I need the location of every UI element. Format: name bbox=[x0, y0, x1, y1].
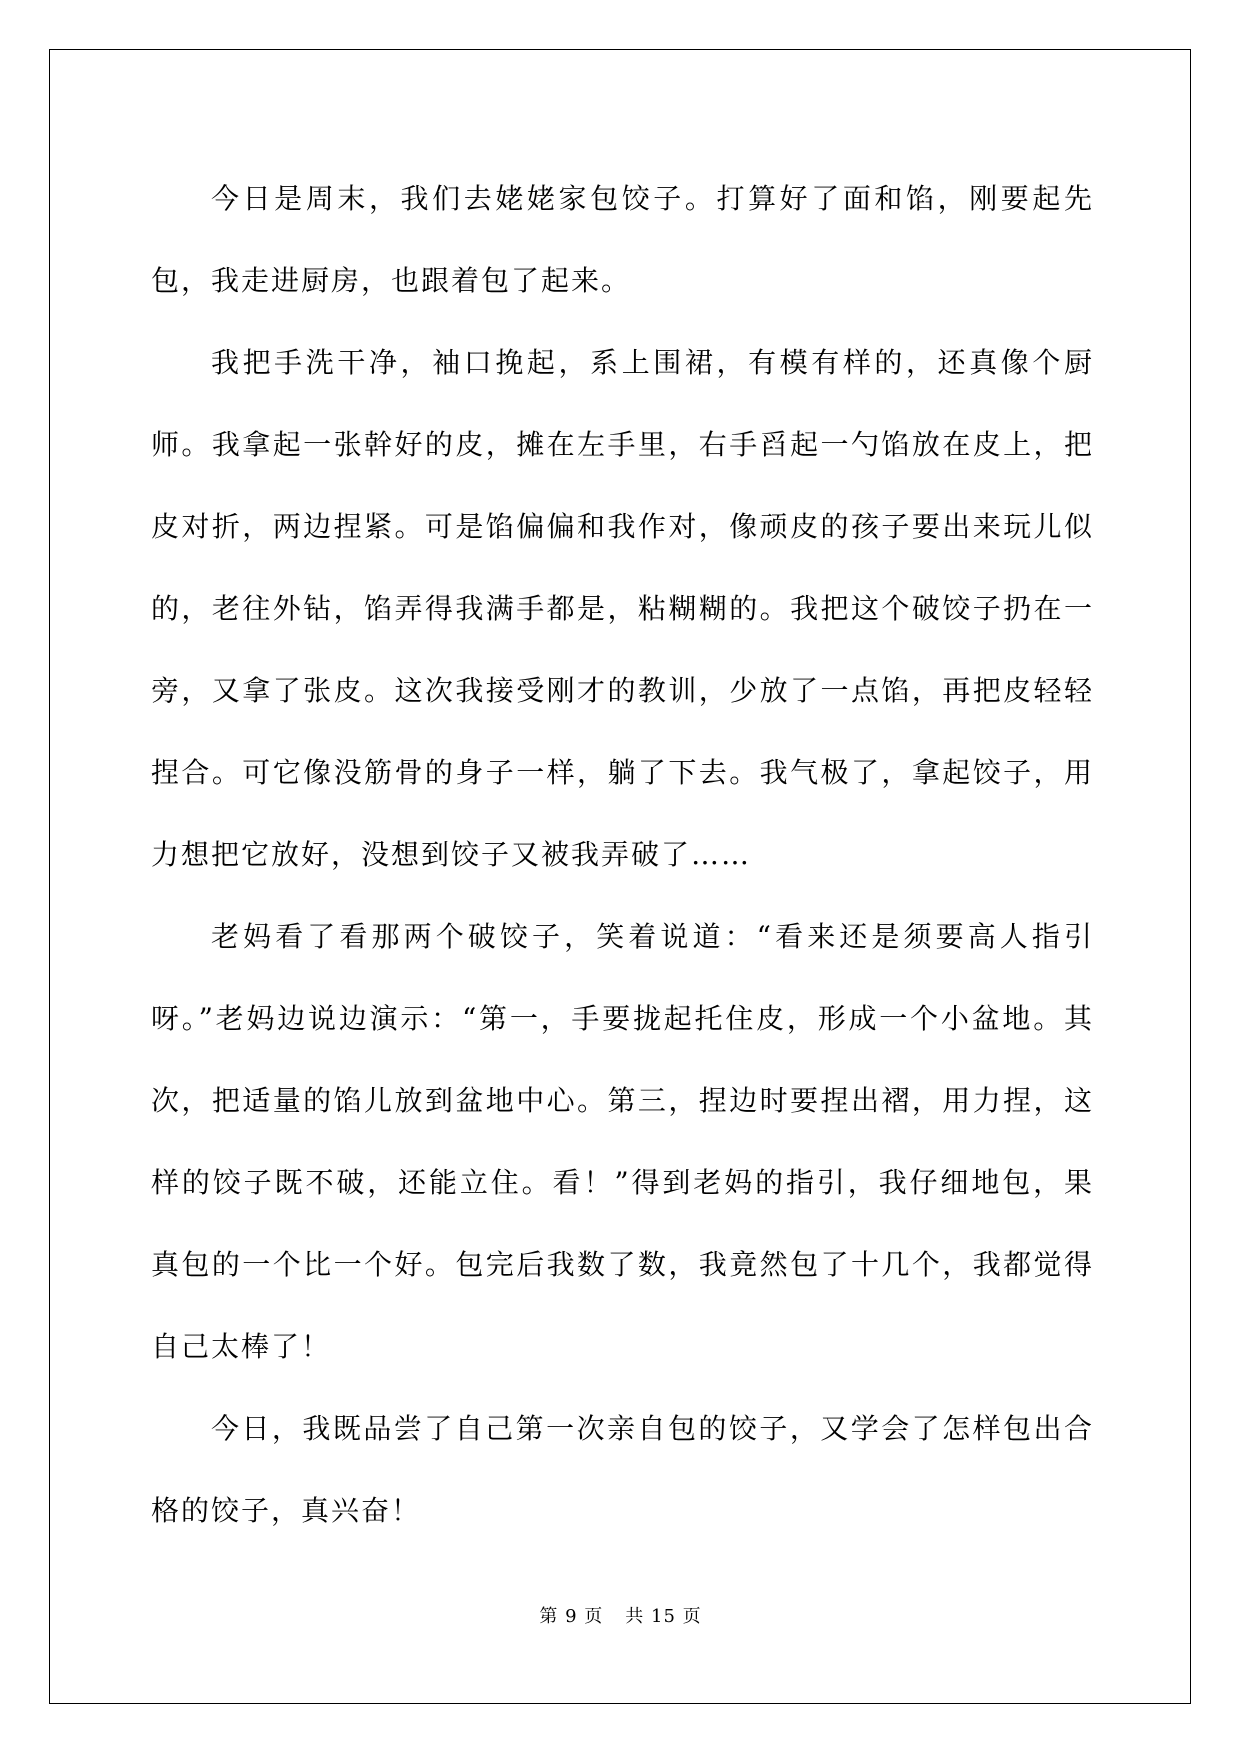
paragraph-2: 我把手洗干净，袖口挽起，系上围裙，有模有样的，还真像个厨师。我拿起一张幹好的皮，摊在左手里，右手舀起一勺馅放在皮上，把皮对折，两边捏紧。可是馅偏偏和我作对，像顽皮的孩子要出来玩儿似的，老往外钻，馅弄得我满手都是，粘糊糊的。我把这个破饺子扔在一旁，又拿了张皮。这次我接受刚才的教训，少放了一点馅，再把皮轻轻捏合。可它像没筋骨的身子一样，躺了下去。我气极了，拿起饺子，用力想把它放好，没想到饺子又被我弄破了…… bbox=[151, 346, 1094, 871]
paragraph-4: 今日，我既品尝了自己第一次亲自包的饺子，又学会了怎样包出合格的饺子，真兴奋！ bbox=[151, 1412, 1094, 1527]
paragraph-1: 今日是周末，我们去姥姥家包饺子。打算好了面和馅，刚要起先包，我走进厨房，也跟着包了起来。 bbox=[151, 182, 1094, 297]
document-body bbox=[151, 158, 1094, 1552]
page-number: 第 9 页 bbox=[539, 1606, 604, 1627]
page-footer bbox=[0, 1602, 1241, 1628]
page-total: 共 15 页 bbox=[625, 1606, 702, 1627]
paragraph-3: 老妈看了看那两个破饺子，笑着说道：“看来还是须要高人指引呀。”老妈边说边演示：“第一，手要拢起托住皮，形成一个小盆地。其次，把适量的馅儿放到盆地中心。第三，捏边时要捏出褶，用力捏，这样的饺子既不破，还能立住。看！”得到老妈的指引，我仔细地包，果真包的一个比一个好。包完后我数了数，我竟然包了十几个，我都觉得自己太棒了！ bbox=[151, 920, 1094, 1363]
